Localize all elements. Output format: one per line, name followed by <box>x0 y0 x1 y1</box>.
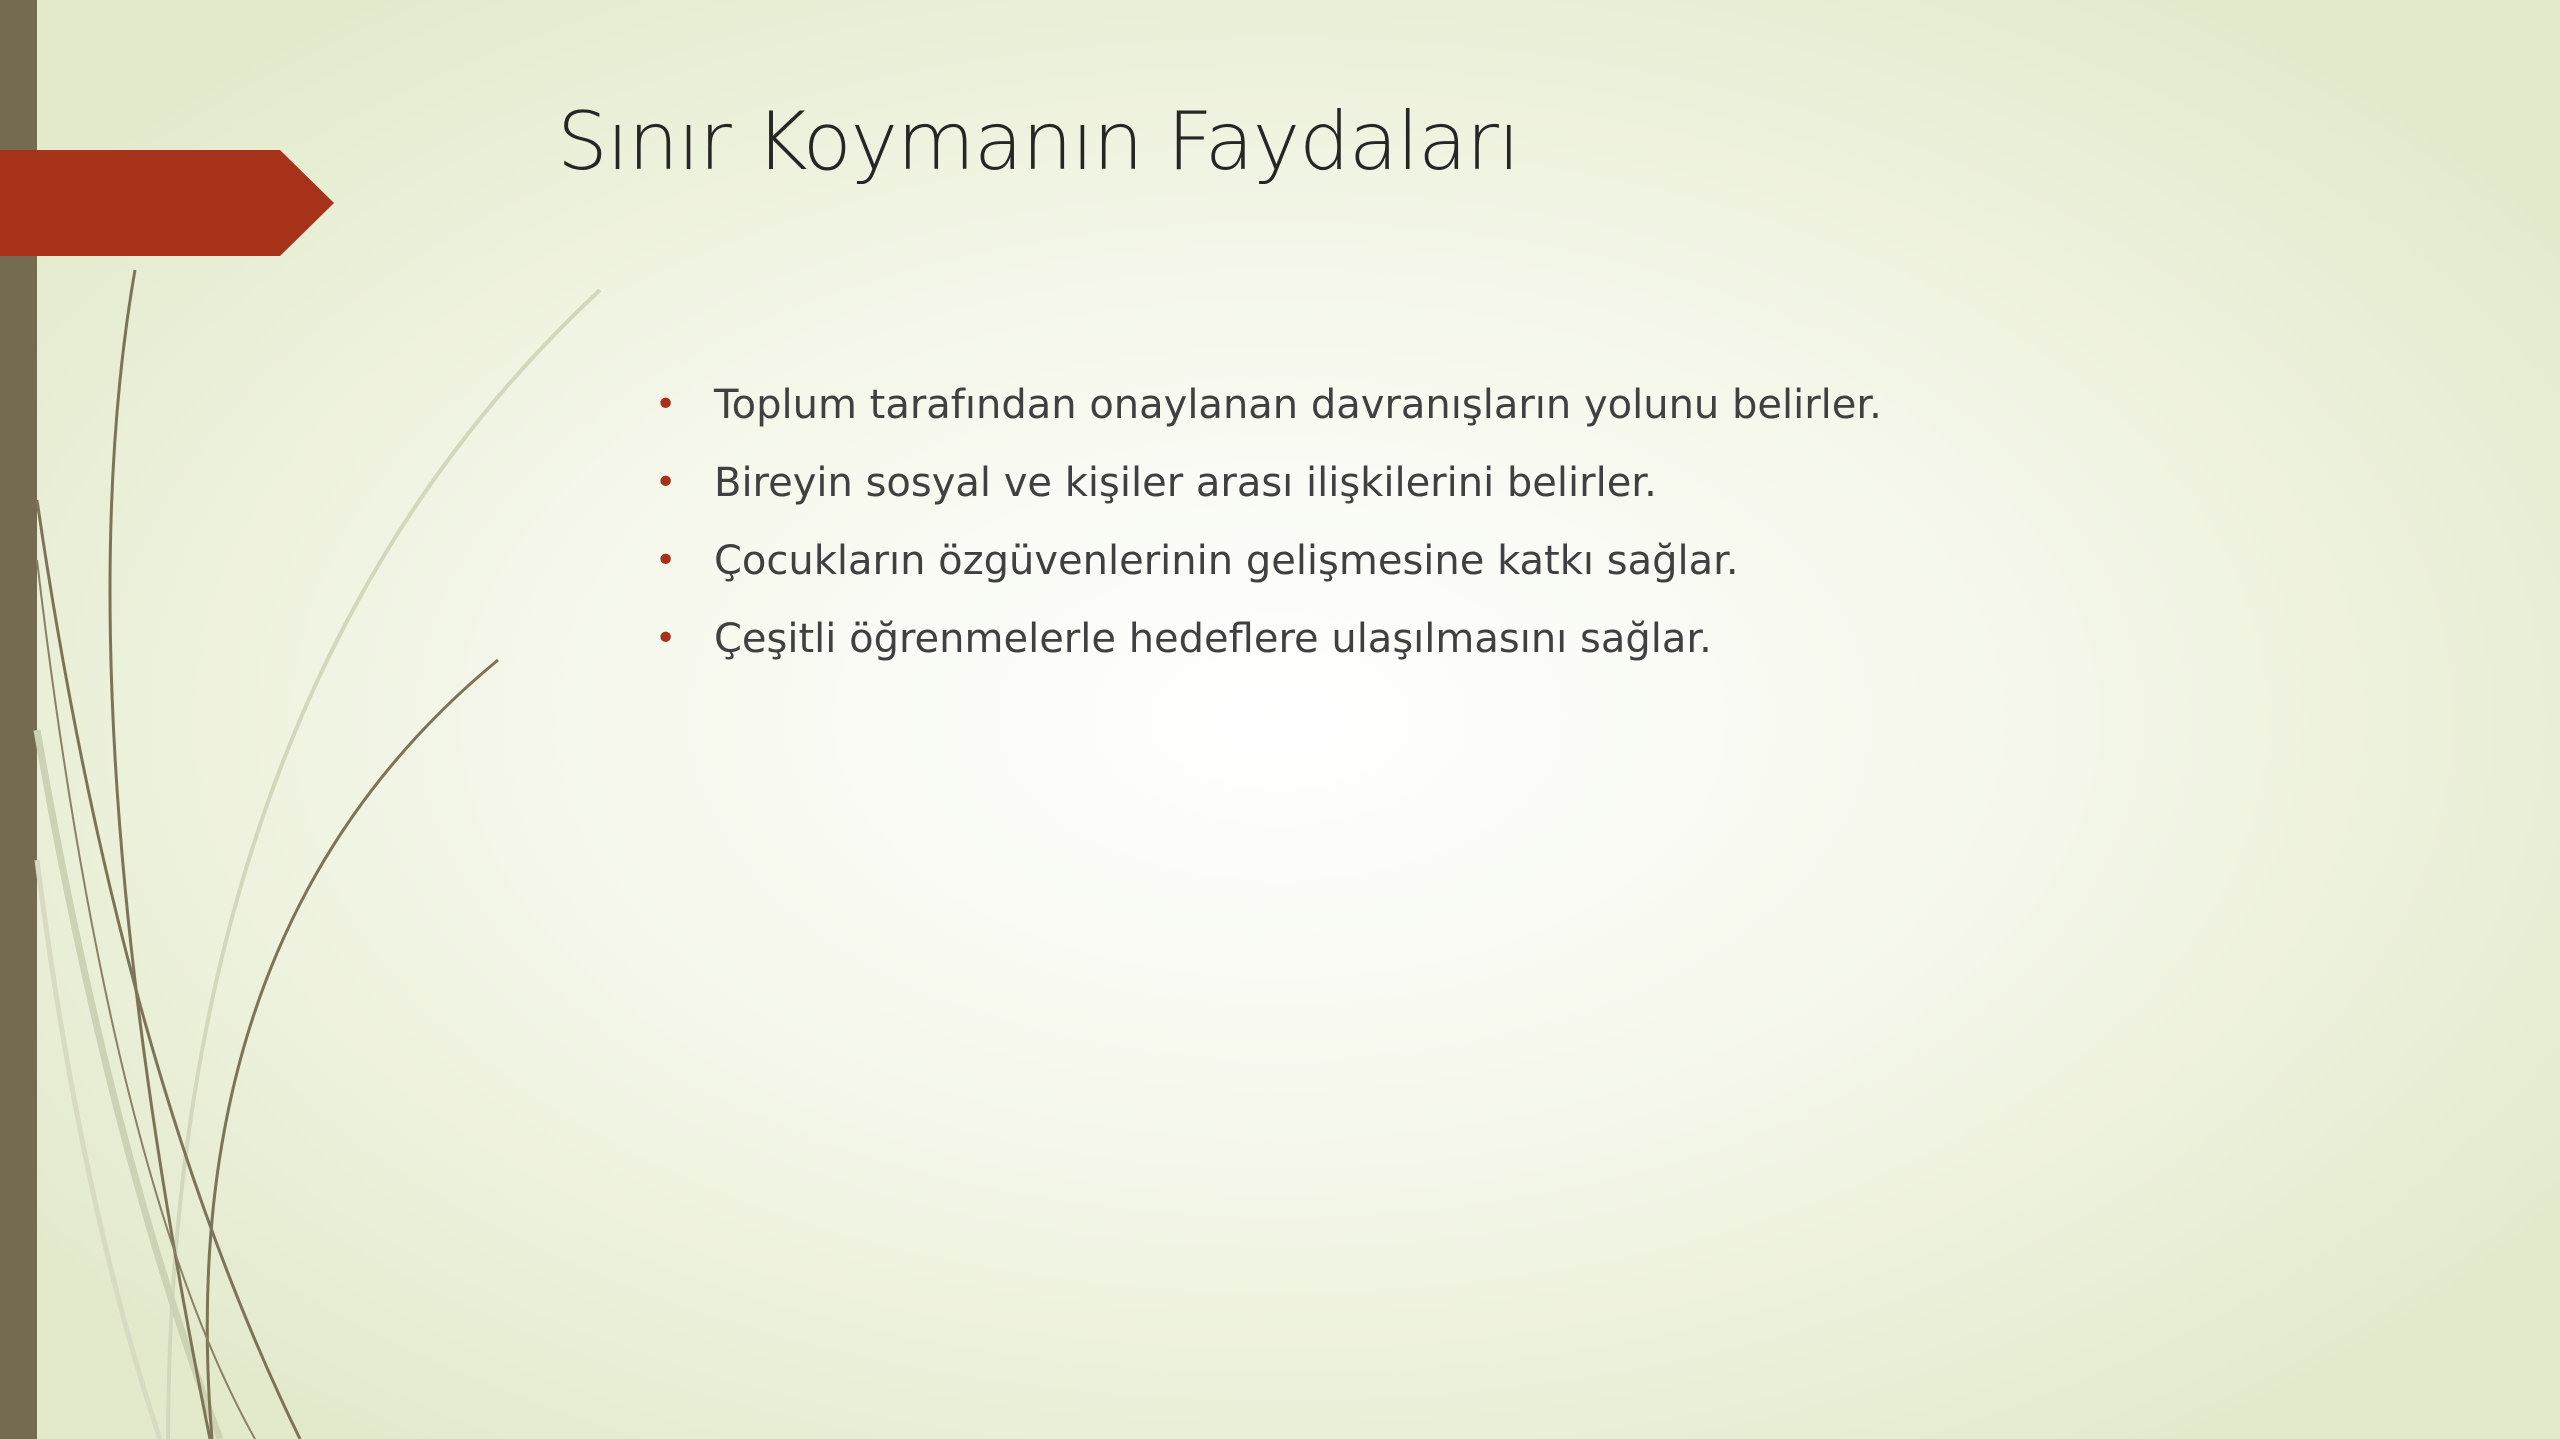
bullet-text: Bireyin sosyal ve kişiler arası ilişkilerini belirler. <box>714 460 1657 506</box>
curve-pale-3 <box>37 860 160 1439</box>
curve-dark-2 <box>37 500 300 1439</box>
bullet-icon: • <box>655 618 677 659</box>
curve-pale-2 <box>37 730 220 1439</box>
left-accent-bar <box>0 0 37 1439</box>
curve-pale-1 <box>168 290 600 1439</box>
slide-title: Sınır Koymanın Faydaları <box>557 95 1520 188</box>
bullet-icon: • <box>655 384 677 425</box>
curve-dark-1 <box>110 270 210 1439</box>
bullet-item <box>650 609 1882 687</box>
bullet-list <box>650 375 1882 687</box>
bullet-item <box>650 531 1882 609</box>
curve-dark-4 <box>37 560 255 1439</box>
bullet-text: Çeşitli öğrenmelerle hedeflere ulaşılmasını sağlar. <box>714 616 1712 662</box>
bullet-text: Toplum tarafından onaylanan davranışların yolunu belirler. <box>714 382 1882 428</box>
curve-dark-3 <box>207 660 498 1439</box>
bullet-icon: • <box>655 540 677 581</box>
bullet-text: Çocukların özgüvenlerinin gelişmesine katkı sağlar. <box>714 538 1739 584</box>
title-arrow-banner <box>0 150 334 256</box>
bullet-item <box>650 375 1882 453</box>
bullet-icon: • <box>655 462 677 503</box>
bullet-item <box>650 453 1882 531</box>
